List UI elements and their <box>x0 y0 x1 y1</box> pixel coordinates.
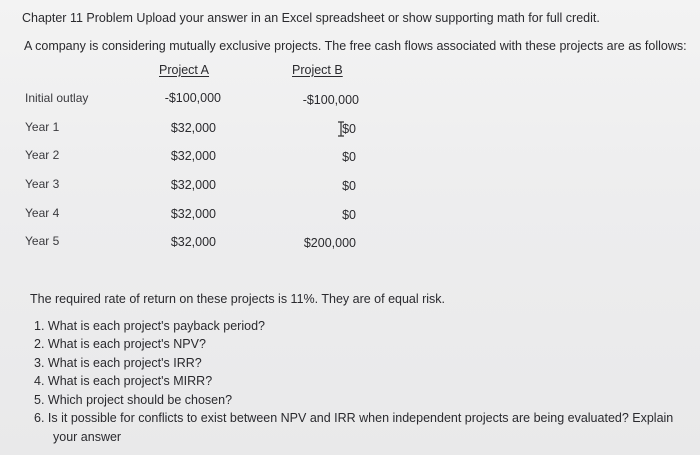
row-label-year-2: Year 2 <box>25 148 60 162</box>
problem-title: Chapter 11 Problem Upload your answer in an Excel spreadsheet or show supporting math for full credit. <box>22 11 600 25</box>
project-b-year-5: $200,000 <box>303 236 356 250</box>
question-3: 3. What is each project's IRR? <box>34 356 202 370</box>
project-a-year-1: $32,000 <box>170 121 216 135</box>
project-a-year-4: $32,000 <box>170 207 216 221</box>
project-b-initial-outlay: -$100,000 <box>302 93 359 107</box>
text-cursor-icon <box>337 121 345 141</box>
question-4: 4. What is each project's MIRR? <box>34 374 213 388</box>
question-5: 5. Which project should be chosen? <box>34 393 233 407</box>
project-a-year-2: $32,000 <box>170 149 216 163</box>
row-label-year-3: Year 3 <box>25 177 60 191</box>
project-b-year-2: $0 <box>342 150 356 164</box>
project-a-initial-outlay: -$100,000 <box>164 91 221 105</box>
problem-intro: A company is considering mutually exclusive projects. The free cash flows associated with these projects are as follows: <box>24 39 687 53</box>
project-b-header: Project B <box>292 63 343 77</box>
row-label-year-5: Year 5 <box>25 234 60 248</box>
required-rate-text: The required rate of return on these projects is 11%. They are of equal risk. <box>30 292 446 306</box>
project-a-header: Project A <box>159 63 210 77</box>
question-6: 6. Is it possible for conflicts to exist between NPV and IRR when independent projects are being evaluated? Explain <box>34 411 674 425</box>
question-1: 1. What is each project's payback period? <box>34 319 265 333</box>
project-b-year-3: $0 <box>342 179 356 193</box>
project-a-year-5: $32,000 <box>170 235 216 249</box>
project-b-year-1: $0 <box>342 122 356 136</box>
row-label-year-4: Year 4 <box>25 206 60 220</box>
question-2: 2. What is each project's NPV? <box>34 337 206 351</box>
project-a-year-3: $32,000 <box>170 178 216 192</box>
question-6-continued: your answer <box>53 430 122 444</box>
row-label-initial-outlay: Initial outlay <box>25 91 89 105</box>
row-label-year-1: Year 1 <box>25 120 60 134</box>
project-b-year-4: $0 <box>342 208 356 222</box>
